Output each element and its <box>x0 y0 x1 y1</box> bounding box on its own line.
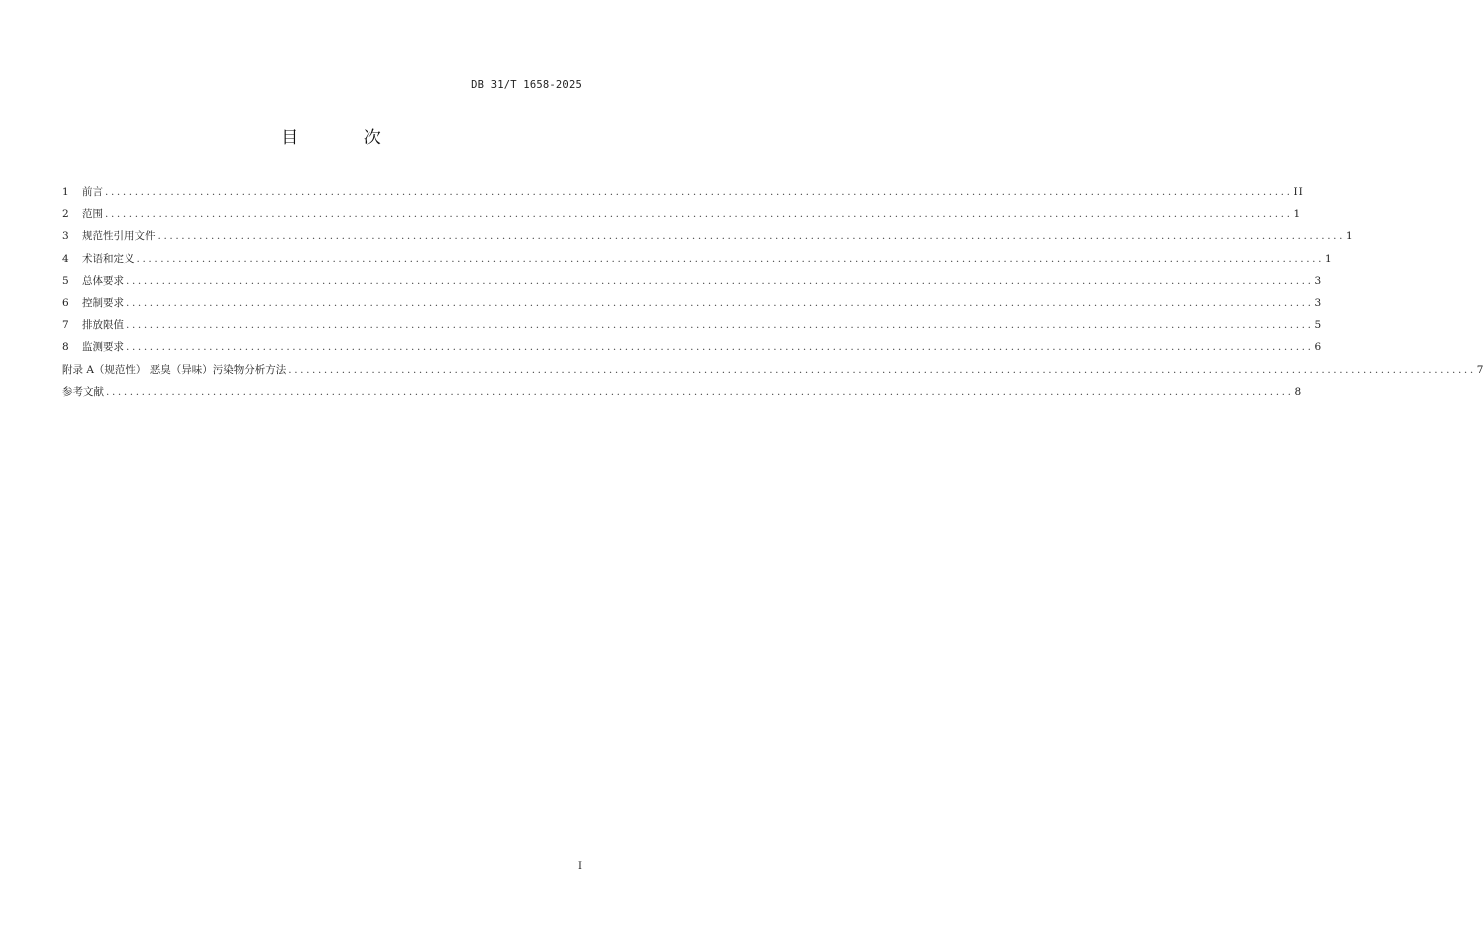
toc-entry-label: 规范性引用文件 <box>82 230 156 243</box>
toc-entry[interactable] <box>62 228 1354 250</box>
toc-entry-page: 5 <box>1314 319 1323 332</box>
toc-title: 目 次 <box>281 128 411 148</box>
toc-leader-dots: ........................................................................................................................................................................................................ <box>157 230 1346 243</box>
toc-entry[interactable] <box>62 295 1323 317</box>
toc-entry[interactable] <box>62 206 1302 228</box>
table-of-contents <box>62 184 1484 406</box>
toc-entry-label: 控制要求 <box>82 296 124 309</box>
toc-entry-label: 监测要求 <box>82 341 124 354</box>
toc-leader-dots: ........................................................................................................................................................................................................ <box>105 186 1293 198</box>
toc-entry-number: 2 <box>62 208 69 221</box>
toc-entry[interactable] <box>62 362 1484 384</box>
toc-entry-page: 6 <box>1314 341 1323 354</box>
toc-entry-page: 8 <box>1294 385 1303 398</box>
toc-entry-page: 1 <box>1325 252 1333 265</box>
document-code: DB 31/T 1658-2025 <box>471 79 582 91</box>
toc-entry-number: 4 <box>62 252 69 265</box>
toc-leader-dots: ........................................................................................................................................................................................................ <box>126 274 1314 287</box>
page-number: I <box>578 861 582 872</box>
toc-entry[interactable] <box>62 384 1303 406</box>
toc-entry-number: 8 <box>62 341 69 354</box>
toc-entry-page: 3 <box>1314 274 1323 287</box>
toc-entry[interactable] <box>62 339 1323 361</box>
toc-entry-label: 术语和定义 <box>82 252 135 265</box>
toc-entry-label: 总体要求 <box>82 274 124 287</box>
toc-entry-page: 1 <box>1293 208 1302 221</box>
toc-entry-page: 1 <box>1346 230 1354 243</box>
toc-entry-label: 排放限值 <box>82 319 124 332</box>
toc-entry-number: 5 <box>62 274 69 287</box>
toc-leader-dots: ........................................................................................................................................................................................................ <box>126 341 1314 354</box>
toc-entry[interactable] <box>62 251 1333 273</box>
toc-leader-dots: ........................................................................................................................................................................................................ <box>105 208 1293 221</box>
toc-leader-dots: ........................................................................................................................................................................................................ <box>288 363 1476 376</box>
toc-entry-number: 1 <box>62 186 69 198</box>
toc-entry-page: 7 <box>1476 363 1484 376</box>
toc-leader-dots: ........................................................................................................................................................................................................ <box>106 385 1294 398</box>
toc-entry[interactable] <box>62 184 1304 206</box>
toc-entry-page: II <box>1293 186 1304 198</box>
toc-entry[interactable] <box>62 273 1323 295</box>
toc-entry-number: 3 <box>62 230 69 243</box>
toc-entry-label: 参考文献 <box>62 385 104 398</box>
toc-entry-page: 3 <box>1314 296 1323 309</box>
toc-leader-dots: ........................................................................................................................................................................................................ <box>136 252 1325 265</box>
toc-entry[interactable] <box>62 317 1323 339</box>
toc-entry-number: 7 <box>62 319 69 332</box>
toc-entry-label: 附录 A（规范性） 恶臭（异味）污染物分析方法 <box>62 363 287 376</box>
toc-entry-label: 范围 <box>82 208 103 221</box>
toc-leader-dots: ........................................................................................................................................................................................................ <box>126 296 1314 309</box>
toc-entry-number: 6 <box>62 296 69 309</box>
toc-entry-label: 前言 <box>82 186 103 198</box>
toc-leader-dots: ........................................................................................................................................................................................................ <box>126 319 1314 332</box>
